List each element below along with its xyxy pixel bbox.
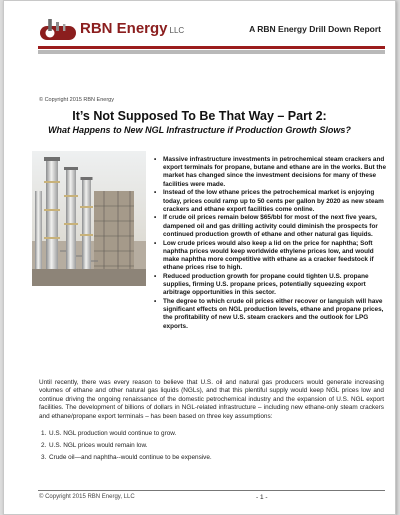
- document-page: [3, 0, 396, 515]
- rbn-energy-logo-icon: [38, 16, 78, 44]
- footer-copyright: © Copyright 2015 RBN Energy, LLC: [39, 494, 135, 500]
- page-subtitle: What Happens to New NGL Infrastructure if Production Growth Slows?: [48, 125, 351, 135]
- assumption-item: 1. U.S. NGL production would continue to grow.: [41, 430, 177, 437]
- footer-rule: [38, 490, 385, 491]
- header-rule-gray: [38, 50, 385, 54]
- brand-logo: [38, 16, 185, 44]
- intro-paragraph: Until recently, there was every reason to believe that U.S. oil and natural gas producers would generate increasing volumes of ethane and other natural gas liquids (NGLs), and that this plentiful supply would keep NGL prices low and continue driving the ongoing renaissance of the domestic petrochemical industry and the expansion of U.S. NGL export facilities. The development of billions of dollars in NGL-related infrastructure – including new ethane-only steam crackers and ethane/propane export terminals – has been based on three key assumptions:: [39, 379, 384, 420]
- refinery-towers-photo: [32, 151, 146, 286]
- page-number: - 1 -: [256, 494, 268, 501]
- brand-name: RBN Energy LLC: [80, 20, 185, 37]
- report-title: A RBN Energy Drill Down Report: [249, 24, 381, 34]
- key-point-item: • Reduced production growth for propane could tighten U.S. propane supplies, firming U.S. propane prices, potentially squeezing export arbitrage opportunities in this sector.: [154, 273, 386, 298]
- assumption-item: 3. Crude oil—and naphtha--would continue to be expensive.: [41, 454, 212, 461]
- key-point-item: • Low crude prices would also keep a lid on the price for naphtha; Soft naphtha prices would keep worldwide ethylene prices low, and would make naphtha more competitive with ethane as a cracker feedstock if ethane prices rise to high.: [154, 240, 386, 273]
- assumptions-list: [39, 430, 379, 466]
- page-title: It’s Not Supposed To Be That Way – Part 2:: [72, 109, 327, 123]
- assumption-item: 2. U.S. NGL prices would remain low.: [41, 442, 148, 449]
- key-points-list: [154, 156, 386, 331]
- key-point-item: • Instead of the low ethane prices the petrochemical market is enjoying today, prices could ramp up to 50 cents per gallon by 2020 as new steam crackers and ethane export facilities come online.: [154, 189, 386, 214]
- brand-suffix: LLC: [169, 26, 185, 35]
- key-point-item: • The degree to which crude oil prices either recover or languish will have significant effects on NGL production levels, ethane and propane prices, the profitability of new U.S. steam crackers and the outlook for LPG exports.: [154, 298, 386, 331]
- header-rule-red: [38, 46, 385, 49]
- top-copyright: © Copyright 2015 RBN Energy: [39, 97, 114, 103]
- key-point-item: • Massive infrastructure investments in petrochemical steam crackers and export terminals for propane, butane and ethane are in the works. But the market has changed since the investment decisions for many of these facilities were made.: [154, 156, 386, 189]
- key-point-item: • If crude oil prices remain below $65/bbl for most of the next five years, dampened oil and gas drilling activity could diminish the prospects for continued production growth of ethane and other natural gas liquids.: [154, 214, 386, 239]
